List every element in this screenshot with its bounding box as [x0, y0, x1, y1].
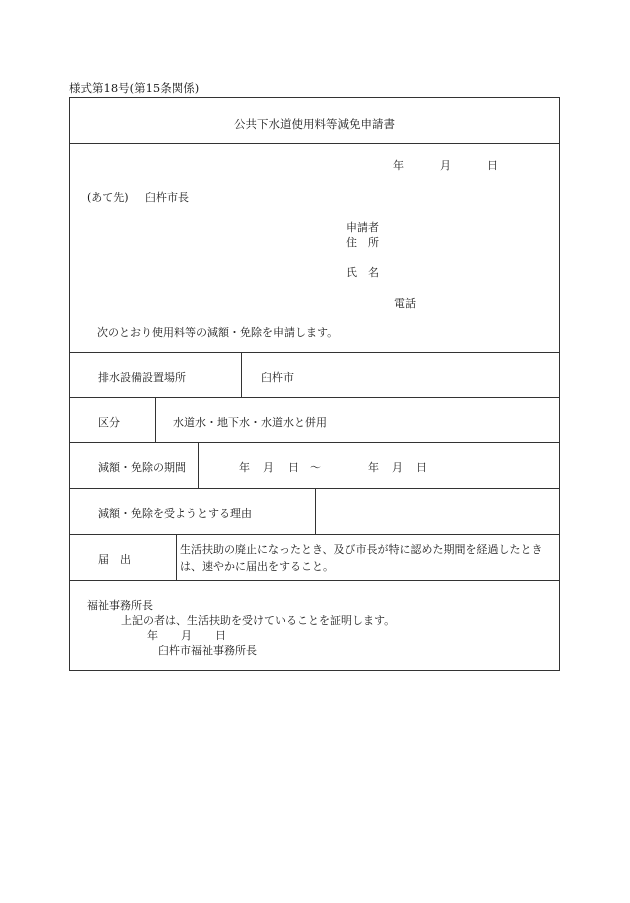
welfare-date-year: 年: [147, 629, 158, 642]
reason-label: 減額・免除を受ようとする理由: [98, 507, 252, 520]
period-end-year: 年: [368, 461, 379, 474]
form-title: 公共下水道使用料等減免申請書: [234, 117, 395, 131]
period-label: 減額・免除の期間: [98, 461, 186, 474]
category-value: 水道水・地下水・水道水と併用: [173, 416, 327, 429]
welfare-date-month: 月: [181, 629, 192, 642]
column-divider: [241, 352, 242, 397]
period-start-day: 日: [288, 461, 299, 474]
column-divider: [155, 397, 156, 442]
divider: [69, 397, 560, 398]
divider: [69, 442, 560, 443]
addressee-label: (あて先): [87, 191, 129, 204]
column-divider: [198, 442, 199, 488]
welfare-date-day: 日: [215, 629, 226, 642]
applicant-heading: 申請者: [346, 221, 379, 234]
welfare-heading: 福祉事務所長: [87, 599, 153, 612]
date-year-label: 年: [393, 159, 404, 172]
period-end-day: 日: [416, 461, 427, 474]
welfare-statement: 上記の者は、生活扶助を受けていることを証明します。: [121, 614, 396, 627]
addressee-name: 臼杵市長: [145, 191, 189, 204]
column-divider: [315, 488, 316, 534]
period-separator: ～: [310, 461, 321, 474]
column-divider: [176, 534, 177, 580]
date-month-label: 月: [440, 159, 451, 172]
location-label: 排水設備設置場所: [98, 371, 186, 384]
notification-text: 生活扶助の廃止になったとき、及び市長が特に認めた期間を経過したときは、速やかに届出をすること。: [180, 543, 543, 573]
date-day-label: 日: [487, 159, 498, 172]
location-value: 臼杵市: [261, 371, 294, 384]
divider: [69, 143, 560, 144]
divider: [69, 352, 560, 353]
notification-label: 届 出: [98, 553, 131, 566]
period-start-month: 月: [263, 461, 274, 474]
request-statement: 次のとおり使用料等の減額・免除を申請します。: [97, 326, 339, 339]
form-number: 様式第18号(第15条関係): [69, 81, 200, 95]
welfare-signature: 臼杵市福祉事務所長: [158, 644, 257, 657]
applicant-name-label: 氏 名: [346, 266, 379, 279]
applicant-address-label: 住 所: [346, 236, 379, 249]
applicant-phone-label: 電話: [394, 297, 416, 310]
period-start-year: 年: [239, 461, 250, 474]
period-end-month: 月: [392, 461, 403, 474]
category-label: 区分: [98, 416, 120, 429]
divider: [69, 534, 560, 535]
divider: [69, 580, 560, 581]
